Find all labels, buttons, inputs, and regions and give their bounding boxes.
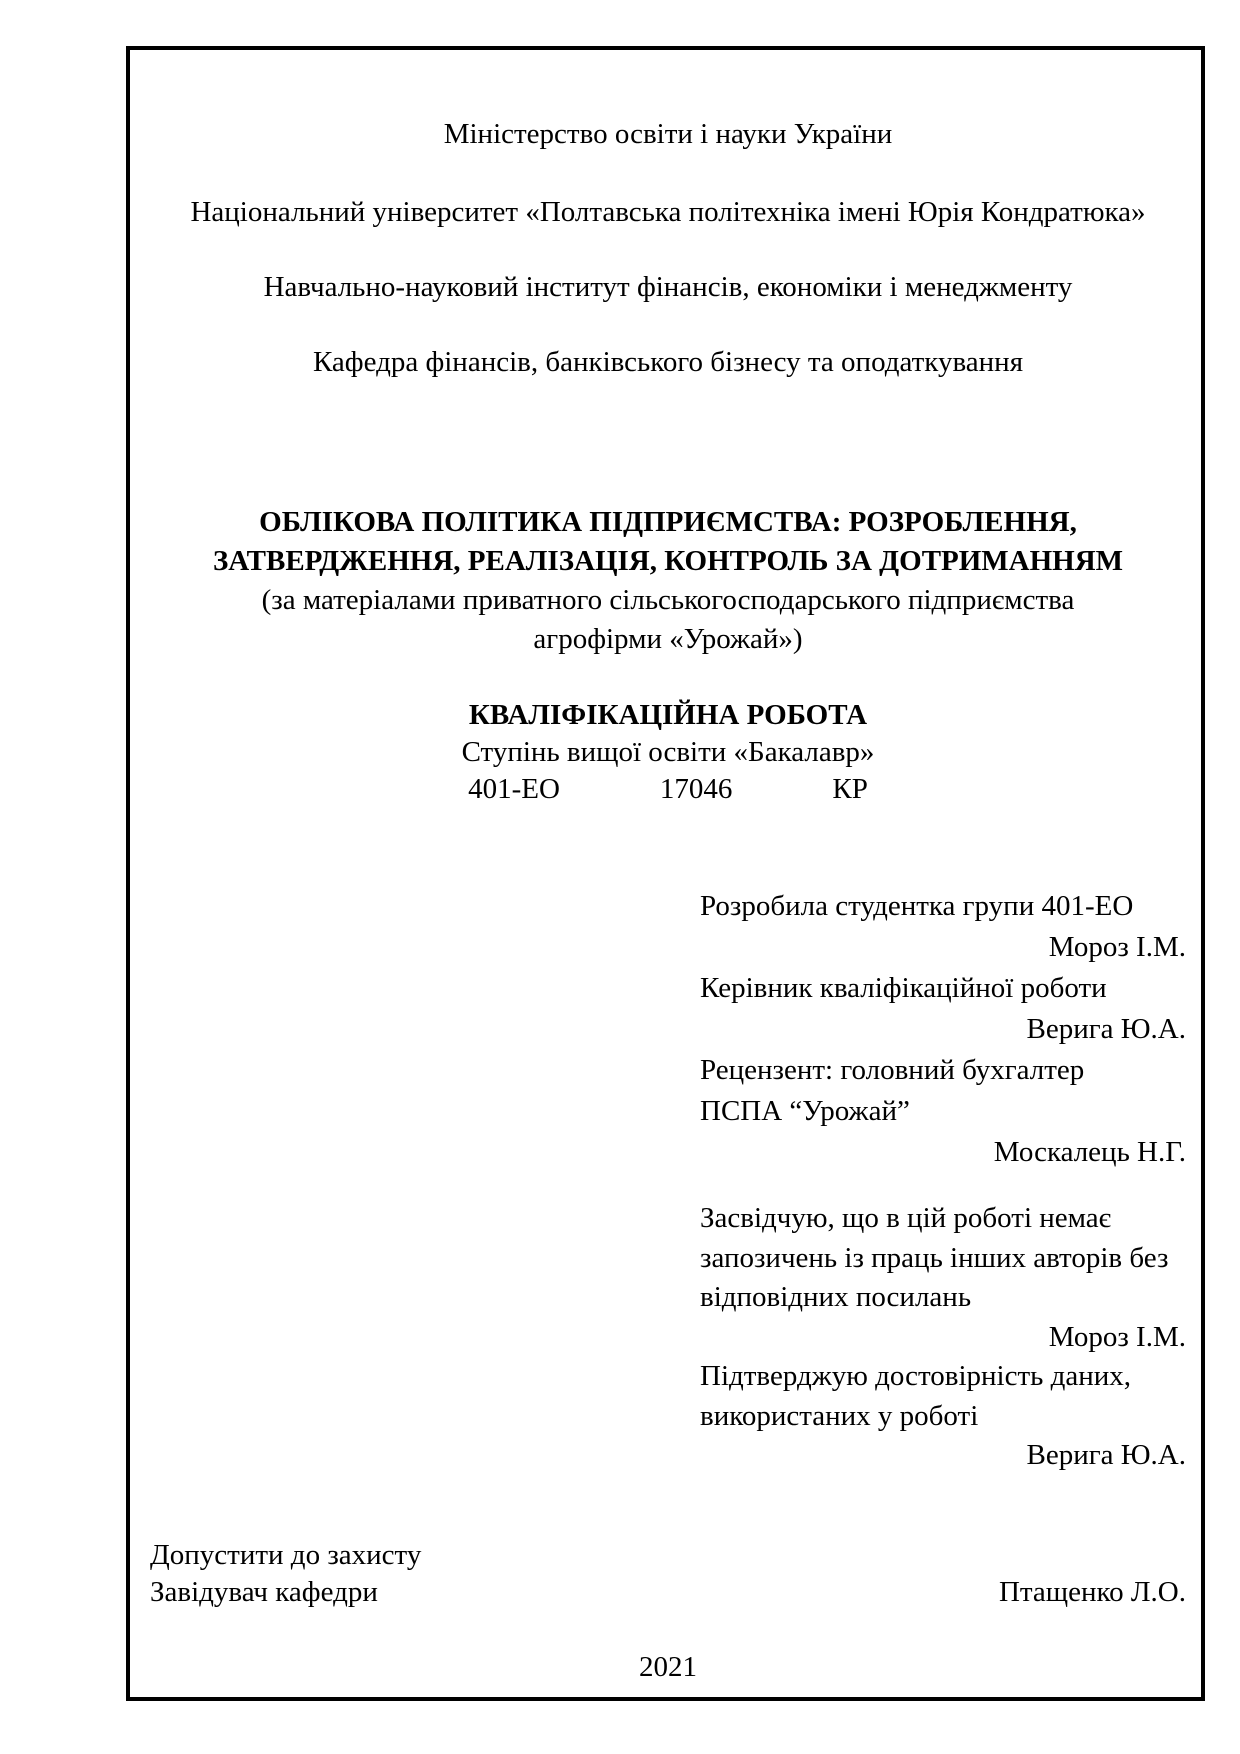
group-code: 401-ЕО	[468, 773, 560, 805]
supervisor-label: Керівник кваліфікаційної роботи	[700, 972, 1107, 1004]
admit-to-defense-line: Допустити до захисту	[150, 1539, 422, 1571]
developer-label: Розробила студентка групи 401-ЕО	[700, 890, 1134, 922]
work-type-heading: КВАЛІФІКАЦІЙНА РОБОТА	[468, 699, 868, 731]
credits-section	[700, 886, 1186, 1173]
reviewer-label-line-1: Рецензент: головний бухгалтер	[700, 1054, 1085, 1086]
supervisor-signature: Верига Ю.А.	[1026, 1013, 1186, 1045]
data-statement-line-2: використаних у роботі	[700, 1399, 979, 1432]
university-line: Національний університет «Полтавська політехніка імені Юрія Кондратюка»	[190, 196, 1146, 228]
department-head-row	[150, 1574, 1186, 1611]
codes-row	[150, 771, 1186, 808]
ministry-line: Міністерство освіти і науки України	[443, 118, 893, 150]
originality-statement-line-3: відповідних посилань	[700, 1281, 972, 1313]
institute-line: Навчально-науковий інститут фінансів, економіки і менеджменту	[263, 271, 1073, 303]
year: 2021	[639, 1651, 697, 1683]
thesis-subtitle-line-2: агрофірми «Урожай»)	[533, 623, 803, 655]
department-head-signature: Птащенко Л.О.	[998, 1576, 1186, 1608]
thesis-title	[150, 503, 1186, 659]
record-number: 17046	[659, 773, 733, 805]
originality-statement-line-1: Засвідчую, що в цій роботі немає	[700, 1202, 1112, 1234]
originality-signature: Мороз І.М.	[1048, 1320, 1186, 1353]
degree-line: Ступінь вищої освіти «Бакалавр»	[461, 736, 875, 768]
reviewer-label-line-2: ПСПА “Урожай”	[700, 1095, 910, 1127]
thesis-title-line-1: ОБЛІКОВА ПОЛІТИКА ПІДПРИЄМСТВА: РОЗРОБЛЕННЯ,	[259, 506, 1077, 538]
developer-signature: Мороз І.М.	[1048, 931, 1186, 963]
thesis-title-line-2: ЗАТВЕРДЖЕННЯ, РЕАЛІЗАЦІЯ, КОНТРОЛЬ ЗА ДОТРИМАННЯМ	[212, 545, 1124, 577]
originality-statement-line-2: запозичень із праць інших авторів без	[700, 1241, 1169, 1274]
approval-section	[150, 1537, 1186, 1611]
work-code: КР	[832, 773, 868, 805]
declarations-section	[700, 1199, 1186, 1476]
data-signature: Верига Ю.А.	[1026, 1439, 1186, 1471]
thesis-subtitle-line-1: (за матеріалами приватного сільськогосподарського підприємства	[261, 584, 1075, 616]
data-statement-line-1: Підтверджую достовірність даних,	[700, 1360, 1132, 1392]
department-line: Кафедра фінансів, банківського бізнесу та оподаткування	[312, 346, 1024, 378]
department-head-label: Завідувач кафедри	[150, 1576, 378, 1608]
qualification-section	[150, 697, 1186, 808]
reviewer-signature: Москалець Н.Г.	[993, 1136, 1186, 1168]
